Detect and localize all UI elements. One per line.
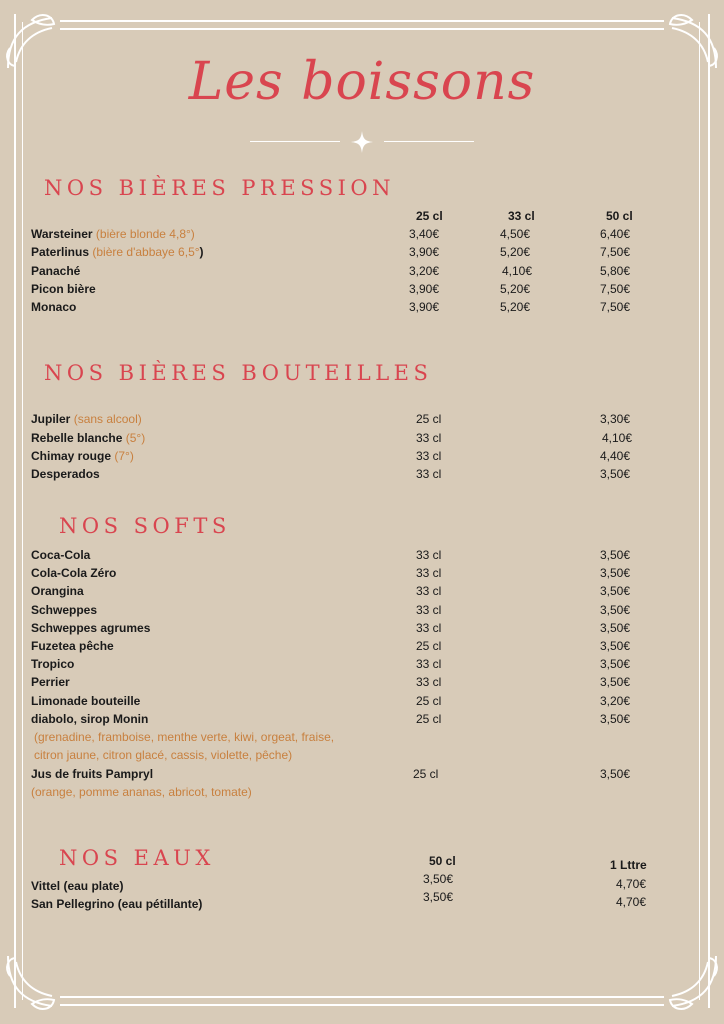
menu-item — [31, 675, 70, 689]
item-note: (bière blonde 4,8°) — [95, 227, 195, 241]
item-price: 3,50€ — [600, 712, 631, 726]
item-price: 3,50€ — [600, 675, 631, 689]
sparkle-icon — [351, 131, 373, 153]
col-header-25cl: 25 cl — [416, 209, 443, 223]
item-size: 25 cl — [416, 712, 442, 726]
item-price: 3,20€ — [600, 694, 631, 708]
item-note-end: ) — [199, 245, 204, 259]
col-header-1l: 1 Lttre — [610, 858, 647, 872]
item-size: 33 cl — [416, 603, 442, 617]
menu-item — [31, 449, 134, 463]
item-name: Jus de fruits Pampryl — [31, 767, 154, 781]
item-name: Tropico — [31, 657, 75, 671]
section-heading-pression: NOS BIÈRES PRESSION — [44, 176, 395, 200]
price-50cl: 5,80€ — [600, 264, 631, 278]
bottom-rule — [60, 1004, 664, 1006]
item-price: 3,50€ — [600, 584, 631, 598]
item-name: Fuzetea pêche — [31, 639, 114, 653]
menu-item — [31, 694, 140, 708]
col-header-50cl: 50 cl — [606, 209, 633, 223]
item-size: 25 cl — [416, 639, 442, 653]
item-name: Rebelle blanche — [31, 431, 123, 445]
menu-item — [31, 467, 100, 481]
diabolo-flavors-line-1: (grenadine, framboise, menthe verte, kiwi, orgeat, fraise, — [34, 730, 335, 744]
section-heading-eaux: NOS EAUX — [59, 846, 215, 870]
menu-item — [31, 227, 195, 241]
juice-flavors: (orange, pomme ananas, abricot, tomate) — [31, 785, 252, 799]
item-note: (sans alcool) — [73, 412, 142, 426]
item-size: 33 cl — [416, 467, 442, 481]
menu-item — [31, 566, 116, 580]
top-rule — [60, 20, 664, 22]
price-50cl: 7,50€ — [600, 245, 631, 259]
item-price: 3,50€ — [600, 767, 631, 781]
menu-item — [31, 712, 148, 726]
corner-ornament-icon — [2, 952, 66, 1016]
item-size: 33 cl — [416, 566, 442, 580]
price-25cl: 3,90€ — [409, 300, 440, 314]
item-size: 33 cl — [416, 657, 442, 671]
menu-item — [31, 548, 90, 562]
price-1l: 4,70€ — [616, 895, 647, 909]
item-size: 25 cl — [416, 412, 442, 426]
price-25cl: 3,90€ — [409, 245, 440, 259]
menu-item — [31, 431, 145, 445]
menu-item — [31, 603, 97, 617]
item-price: 4,40€ — [600, 449, 631, 463]
top-rule-inner — [60, 28, 664, 30]
item-name: San Pellegrino (eau pétillante) — [31, 897, 203, 911]
item-name: Coca-Cola — [31, 548, 91, 562]
item-name: Desperados — [31, 467, 100, 481]
price-50cl: 3,50€ — [423, 872, 454, 886]
item-name: Orangina — [31, 584, 84, 598]
item-name: Warsteiner — [31, 227, 93, 241]
item-size: 25 cl — [416, 694, 442, 708]
item-name: Limonade bouteille — [31, 694, 141, 708]
price-25cl: 3,90€ — [409, 282, 440, 296]
item-size: 33 cl — [416, 548, 442, 562]
item-size: 33 cl — [416, 675, 442, 689]
item-price: 3,50€ — [600, 566, 631, 580]
item-price: 3,50€ — [600, 548, 631, 562]
item-size: 33 cl — [416, 449, 442, 463]
title-divider-right — [384, 141, 474, 142]
price-50cl: 6,40€ — [600, 227, 631, 241]
item-name: Schweppes — [31, 603, 98, 617]
corner-ornament-icon — [658, 952, 722, 1016]
menu-item — [31, 412, 142, 426]
price-33cl: 5,20€ — [500, 245, 531, 259]
menu-item — [31, 282, 96, 296]
menu-item-juice — [31, 767, 153, 781]
price-25cl: 3,20€ — [409, 264, 440, 278]
item-name: Monaco — [31, 300, 77, 314]
item-size: 25 cl — [413, 767, 439, 781]
price-1l: 4,70€ — [616, 877, 647, 891]
item-size: 33 cl — [416, 584, 442, 598]
item-size: 33 cl — [416, 431, 442, 445]
price-50cl: 7,50€ — [600, 282, 631, 296]
item-name: diabolo, sirop Monin — [31, 712, 149, 726]
item-price: 3,50€ — [600, 467, 631, 481]
col-header-50cl: 50 cl — [429, 854, 456, 868]
price-33cl: 5,20€ — [500, 282, 531, 296]
price-33cl: 5,20€ — [500, 300, 531, 314]
item-price: 4,10€ — [602, 431, 633, 445]
title-divider-left — [250, 141, 340, 142]
menu-item — [31, 584, 84, 598]
item-name: Panaché — [31, 264, 81, 278]
item-name: Jupiler — [31, 412, 71, 426]
item-name: Chimay rouge — [31, 449, 112, 463]
col-header-33cl: 33 cl — [508, 209, 535, 223]
menu-item — [31, 897, 202, 911]
price-50cl: 7,50€ — [600, 300, 631, 314]
item-note: (bière d'abbaye 6,5° — [92, 245, 200, 259]
item-name: Schweppes agrumes — [31, 621, 151, 635]
menu-item — [31, 639, 114, 653]
item-price: 3,50€ — [600, 603, 631, 617]
item-price: 3,50€ — [600, 621, 631, 635]
price-33cl: 4,50€ — [500, 227, 531, 241]
item-price: 3,50€ — [600, 639, 631, 653]
menu-item — [31, 300, 76, 314]
menu-item — [31, 621, 150, 635]
item-price: 3,50€ — [600, 657, 631, 671]
menu-item — [31, 879, 123, 893]
item-name: Picon bière — [31, 282, 96, 296]
item-price: 3,30€ — [600, 412, 631, 426]
section-heading-bouteilles: NOS BIÈRES BOUTEILLES — [44, 361, 433, 385]
item-name: Cola-Cola Zéro — [31, 566, 117, 580]
item-note: (7°) — [114, 449, 134, 463]
bottom-rule-inner — [60, 996, 664, 998]
item-note: (5°) — [125, 431, 146, 445]
diabolo-flavors-line-2: citron jaune, citron glacé, cassis, violette, pêche) — [34, 748, 293, 762]
menu-item — [31, 264, 80, 278]
item-name: Perrier — [31, 675, 70, 689]
item-name: Vittel (eau plate) — [31, 879, 124, 893]
price-33cl: 4,10€ — [502, 264, 533, 278]
section-heading-softs: NOS SOFTS — [59, 514, 231, 538]
menu-item — [31, 245, 204, 259]
page-title: Les boissons — [188, 52, 536, 112]
menu-item — [31, 657, 74, 671]
item-name: Paterlinus — [31, 245, 90, 259]
price-50cl: 3,50€ — [423, 890, 454, 904]
price-25cl: 3,40€ — [409, 227, 440, 241]
item-size: 33 cl — [416, 621, 442, 635]
